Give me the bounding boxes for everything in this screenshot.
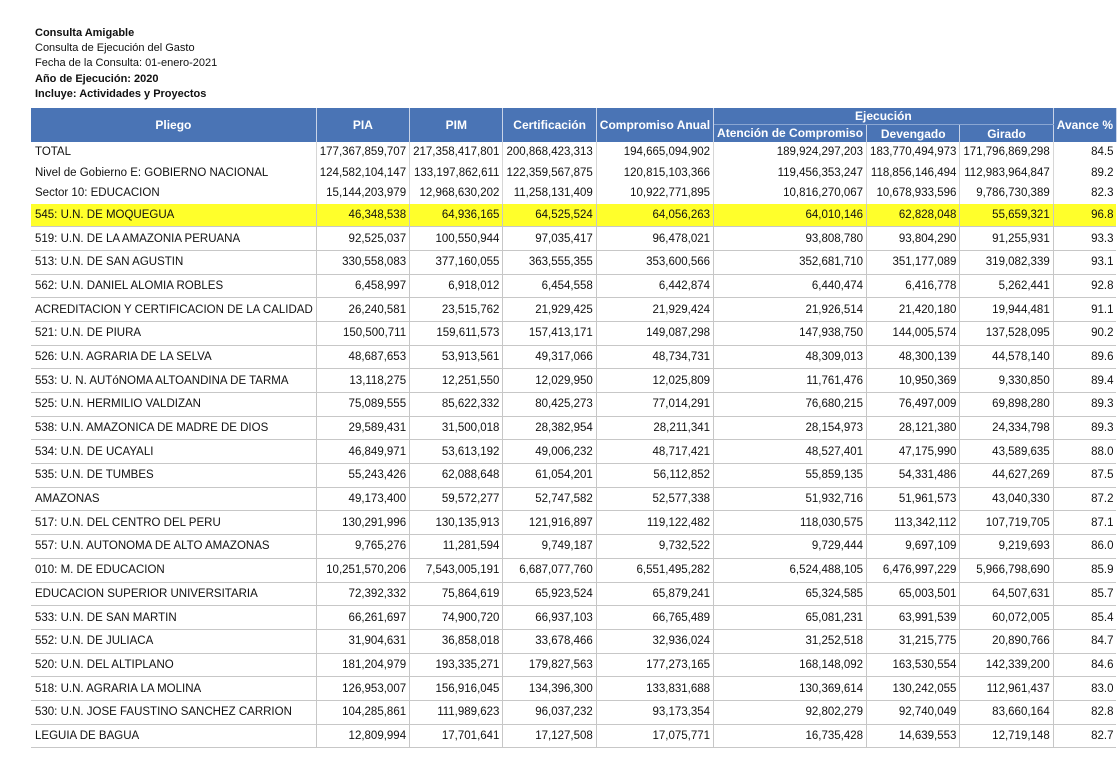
cell-pia: 126,953,007 [316, 677, 409, 701]
highlighted-row [31, 204, 1116, 227]
header-pliego: Pliego [31, 108, 316, 142]
cell-pim: 130,135,913 [410, 511, 503, 535]
cell-gir: 112,961,437 [960, 677, 1053, 701]
cell-name: 534: U.N. DE UCAYALI [31, 440, 316, 464]
cell-gir: 9,219,693 [960, 535, 1053, 559]
cell-dev: 47,175,990 [867, 440, 960, 464]
report-subtitle: Consulta de Ejecución del Gasto [35, 42, 195, 55]
cell-dev: 93,804,290 [867, 227, 960, 251]
cell-aten: 10,816,270,067 [714, 183, 867, 204]
cell-avance: 92.8 [1053, 274, 1116, 298]
cell-dev: 10,678,933,596 [867, 183, 960, 204]
cell-gir: 60,072,005 [960, 606, 1053, 630]
summary-row [31, 183, 1116, 204]
table-row [31, 464, 1116, 488]
cell-dev: 63,991,539 [867, 606, 960, 630]
cell-name: ACREDITACION Y CERTIFICACION DE LA CALIDAD [31, 298, 316, 322]
cell-comp: 119,122,482 [596, 511, 713, 535]
summary-rows [31, 142, 1116, 204]
budget-execution-table [31, 108, 1117, 748]
cell-name: EDUCACION SUPERIOR UNIVERSITARIA [31, 582, 316, 606]
cell-aten: 168,148,092 [714, 653, 867, 677]
cell-pim: 31,500,018 [410, 416, 503, 440]
cell-aten: 55,859,135 [714, 464, 867, 488]
cell-cert: 21,929,425 [503, 298, 596, 322]
cell-pia: 75,089,555 [316, 393, 409, 417]
cell-pia: 49,173,400 [316, 487, 409, 511]
cell-aten: 64,010,146 [714, 204, 867, 227]
cell-dev: 9,697,109 [867, 535, 960, 559]
cell-cert: 49,317,066 [503, 345, 596, 369]
header-atencion-label: Atención de Compromiso [717, 125, 864, 140]
cell-pim: 36,858,018 [410, 629, 503, 653]
cell-pim: 75,864,619 [410, 582, 503, 606]
table-row [31, 345, 1116, 369]
cell-pia: 6,458,997 [316, 274, 409, 298]
cell-cert: 33,678,466 [503, 629, 596, 653]
cell-avance: 91.1 [1053, 298, 1116, 322]
cell-dev: 130,242,055 [867, 677, 960, 701]
cell-name: 552: U.N. DE JULIACA [31, 629, 316, 653]
cell-aten: 31,252,518 [714, 629, 867, 653]
cell-name: 517: U.N. DEL CENTRO DEL PERU [31, 511, 316, 535]
cell-avance: 85.9 [1053, 558, 1116, 582]
cell-dev: 183,770,494,973 [867, 142, 960, 163]
cell-avance: 87.2 [1053, 487, 1116, 511]
cell-pia: 330,558,083 [316, 250, 409, 274]
header-atencion [714, 125, 867, 143]
cell-aten: 352,681,710 [714, 250, 867, 274]
cell-name: 520: U.N. DEL ALTIPLANO [31, 653, 316, 677]
cell-dev: 65,003,501 [867, 582, 960, 606]
cell-comp: 32,936,024 [596, 629, 713, 653]
cell-comp: 48,734,731 [596, 345, 713, 369]
cell-pia: 10,251,570,206 [316, 558, 409, 582]
cell-pim: 377,160,055 [410, 250, 503, 274]
cell-avance: 89.4 [1053, 369, 1116, 393]
cell-pia: 9,765,276 [316, 535, 409, 559]
table-row [31, 677, 1116, 701]
cell-pim: 133,197,862,611 [410, 163, 503, 184]
cell-comp: 10,922,771,895 [596, 183, 713, 204]
cell-pim: 53,613,192 [410, 440, 503, 464]
cell-cert: 97,035,417 [503, 227, 596, 251]
cell-avance: 93.3 [1053, 227, 1116, 251]
cell-name: 553: U. N. AUTóNOMA ALTOANDINA DE TARMA [31, 369, 316, 393]
cell-comp: 93,173,354 [596, 700, 713, 724]
table-row [31, 274, 1116, 298]
table-row [31, 440, 1116, 464]
header-avance: Avance % [1053, 108, 1116, 142]
table-row [31, 606, 1116, 630]
cell-pia: 29,589,431 [316, 416, 409, 440]
cell-cert: 200,868,423,313 [503, 142, 596, 163]
cell-gir: 319,082,339 [960, 250, 1053, 274]
cell-pia: 55,243,426 [316, 464, 409, 488]
cell-aten: 6,524,488,105 [714, 558, 867, 582]
header-devengado: Devengado [867, 125, 960, 143]
table-row [31, 535, 1116, 559]
cell-cert: 157,413,171 [503, 321, 596, 345]
table-row [31, 724, 1116, 748]
cell-cert: 121,916,897 [503, 511, 596, 535]
cell-pia: 31,904,631 [316, 629, 409, 653]
cell-dev: 76,497,009 [867, 393, 960, 417]
cell-cert: 64,525,524 [503, 204, 596, 227]
cell-gir: 43,589,635 [960, 440, 1053, 464]
cell-avance: 86.0 [1053, 535, 1116, 559]
cell-dev: 31,215,775 [867, 629, 960, 653]
cell-name: 557: U.N. AUTONOMA DE ALTO AMAZONAS [31, 535, 316, 559]
cell-pia: 181,204,979 [316, 653, 409, 677]
cell-comp: 6,551,495,282 [596, 558, 713, 582]
cell-pim: 111,989,623 [410, 700, 503, 724]
pliego-rows [31, 204, 1116, 748]
query-date: Fecha de la Consulta: 01-enero-2021 [35, 57, 218, 70]
summary-row [31, 142, 1116, 163]
cell-comp: 120,815,103,366 [596, 163, 713, 184]
cell-avance: 87.1 [1053, 511, 1116, 535]
cell-avance: 89.3 [1053, 416, 1116, 440]
cell-pia: 130,291,996 [316, 511, 409, 535]
cell-avance: 89.6 [1053, 345, 1116, 369]
cell-cert: 9,749,187 [503, 535, 596, 559]
table-row [31, 487, 1116, 511]
table-row [31, 298, 1116, 322]
cell-name: 525: U.N. HERMILIO VALDIZAN [31, 393, 316, 417]
cell-avance: 87.5 [1053, 464, 1116, 488]
cell-cert: 96,037,232 [503, 700, 596, 724]
cell-gir: 44,578,140 [960, 345, 1053, 369]
cell-name: 010: M. DE EDUCACION [31, 558, 316, 582]
cell-pim: 159,611,573 [410, 321, 503, 345]
cell-name: 562: U.N. DANIEL ALOMIA ROBLES [31, 274, 316, 298]
cell-name: LEGUIA DE BAGUA [31, 724, 316, 748]
cell-pia: 177,367,859,707 [316, 142, 409, 163]
cell-comp: 28,211,341 [596, 416, 713, 440]
cell-pim: 6,918,012 [410, 274, 503, 298]
cell-comp: 48,717,421 [596, 440, 713, 464]
cell-gir: 44,627,269 [960, 464, 1053, 488]
cell-avance: 90.2 [1053, 321, 1116, 345]
cell-pim: 85,622,332 [410, 393, 503, 417]
header-pia: PIA [316, 108, 409, 142]
cell-gir: 19,944,481 [960, 298, 1053, 322]
table-row [31, 393, 1116, 417]
cell-gir: 9,786,730,389 [960, 183, 1053, 204]
cell-avance: 89.2 [1091, 166, 1114, 179]
cell-cert: 65,923,524 [503, 582, 596, 606]
cell-avance: 84.7 [1053, 629, 1116, 653]
cell-avance: 82.3 [1091, 187, 1114, 200]
table-row [31, 369, 1116, 393]
cell-gir: 137,528,095 [960, 321, 1053, 345]
cell-aten: 48,527,401 [714, 440, 867, 464]
cell-name: 526: U.N. AGRARIA DE LA SELVA [31, 345, 316, 369]
cell-pim: 17,701,641 [410, 724, 503, 748]
cell-pim: 100,550,944 [410, 227, 503, 251]
cell-aten: 118,030,575 [714, 511, 867, 535]
cell-dev: 113,342,112 [867, 511, 960, 535]
header-ejecucion-label: Ejecución [855, 109, 912, 123]
cell-gir: 69,898,280 [960, 393, 1053, 417]
cell-avance: 84.6 [1053, 653, 1116, 677]
cell-dev: 62,828,048 [867, 204, 960, 227]
cell-name: 513: U.N. DE SAN AGUSTIN [31, 250, 316, 274]
cell-name: Nivel de Gobierno E: GOBIERNO NACIONAL [31, 163, 316, 184]
cell-comp: 9,732,522 [596, 535, 713, 559]
cell-pia: 92,525,037 [316, 227, 409, 251]
table-row [31, 653, 1116, 677]
cell-avance: 85.7 [1053, 582, 1116, 606]
cell-aten: 51,932,716 [714, 487, 867, 511]
cell-aten: 130,369,614 [714, 677, 867, 701]
cell-gir: 107,719,705 [960, 511, 1053, 535]
cell-dev: 48,300,139 [867, 345, 960, 369]
execution-year: Año de Ejecución: 2020 [35, 72, 159, 85]
cell-comp: 56,112,852 [596, 464, 713, 488]
cell-aten: 28,154,973 [714, 416, 867, 440]
cell-gir: 5,262,441 [960, 274, 1053, 298]
header-girado: Girado [960, 125, 1053, 143]
table-row [31, 250, 1116, 274]
cell-aten: 189,924,297,203 [714, 142, 867, 163]
cell-pia: 72,392,332 [316, 582, 409, 606]
cell-pim: 59,572,277 [410, 487, 503, 511]
cell-cert: 122,359,567,875 [503, 163, 596, 184]
table-row [31, 582, 1116, 606]
cell-gir: 24,334,798 [960, 416, 1053, 440]
cell-pim: 7,543,005,191 [410, 558, 503, 582]
cell-avance: 85.4 [1053, 606, 1116, 630]
cell-pim: 11,281,594 [410, 535, 503, 559]
cell-pim: 74,900,720 [410, 606, 503, 630]
cell-name: 519: U.N. DE LA AMAZONIA PERUANA [31, 227, 316, 251]
cell-dev: 351,177,089 [867, 250, 960, 274]
cell-avance: 83.0 [1053, 677, 1116, 701]
cell-dev: 6,476,997,229 [867, 558, 960, 582]
cell-dev: 54,331,486 [867, 464, 960, 488]
cell-gir: 12,719,148 [960, 724, 1053, 748]
cell-dev: 144,005,574 [867, 321, 960, 345]
cell-name: 521: U.N. DE PIURA [31, 321, 316, 345]
cell-dev: 118,856,146,494 [867, 163, 960, 184]
cell-gir: 55,659,321 [960, 204, 1053, 227]
cell-pim: 217,358,417,801 [410, 142, 503, 163]
cell-gir: 43,040,330 [960, 487, 1053, 511]
cell-pia: 150,500,711 [316, 321, 409, 345]
cell-avance: 84.5 [1091, 146, 1114, 159]
cell-aten: 92,802,279 [714, 700, 867, 724]
cell-aten: 11,761,476 [714, 369, 867, 393]
cell-cert: 61,054,201 [503, 464, 596, 488]
cell-comp: 77,014,291 [596, 393, 713, 417]
cell-avance: 89.3 [1053, 393, 1116, 417]
cell-name: AMAZONAS [31, 487, 316, 511]
table-row [31, 416, 1116, 440]
cell-dev: 10,950,369 [867, 369, 960, 393]
cell-pia: 104,285,861 [316, 700, 409, 724]
cell-dev: 51,961,573 [867, 487, 960, 511]
table-row [31, 227, 1116, 251]
cell-cert: 6,454,558 [503, 274, 596, 298]
cell-aten: 65,081,231 [714, 606, 867, 630]
table-row [31, 321, 1116, 345]
cell-comp: 149,087,298 [596, 321, 713, 345]
cell-name: 535: U.N. DE TUMBES [31, 464, 316, 488]
cell-pia: 48,687,653 [316, 345, 409, 369]
header-compromiso: Compromiso Anual [596, 108, 713, 142]
cell-comp: 133,831,688 [596, 677, 713, 701]
cell-dev: 92,740,049 [867, 700, 960, 724]
cell-name: 530: U.N. JOSE FAUSTINO SANCHEZ CARRION [31, 700, 316, 724]
table-header [31, 108, 1116, 142]
cell-dev: 163,530,554 [867, 653, 960, 677]
cell-pia: 26,240,581 [316, 298, 409, 322]
table-row [31, 511, 1116, 535]
cell-comp: 353,600,566 [596, 250, 713, 274]
cell-pim: 62,088,648 [410, 464, 503, 488]
cell-pia: 12,809,994 [316, 724, 409, 748]
cell-comp: 6,442,874 [596, 274, 713, 298]
cell-comp: 52,577,338 [596, 487, 713, 511]
cell-pia: 124,582,104,147 [316, 163, 409, 184]
cell-pia: 46,849,971 [316, 440, 409, 464]
cell-pim: 12,251,550 [410, 369, 503, 393]
cell-avance: 82.8 [1053, 700, 1116, 724]
cell-comp: 64,056,263 [596, 204, 713, 227]
cell-dev: 28,121,380 [867, 416, 960, 440]
cell-avance: 96.8 [1053, 204, 1116, 227]
cell-pia: 66,261,697 [316, 606, 409, 630]
cell-pim: 53,913,561 [410, 345, 503, 369]
cell-comp: 66,765,489 [596, 606, 713, 630]
cell-cert: 134,396,300 [503, 677, 596, 701]
cell-gir: 142,339,200 [960, 653, 1053, 677]
cell-comp: 21,929,424 [596, 298, 713, 322]
cell-aten: 93,808,780 [714, 227, 867, 251]
cell-comp: 17,075,771 [596, 724, 713, 748]
includes-note: Incluye: Actividades y Proyectos [35, 87, 207, 100]
cell-gir: 171,796,869,298 [960, 142, 1053, 163]
table-row [31, 558, 1116, 582]
header-certificacion: Certificación [503, 108, 596, 142]
cell-pia: 13,118,275 [316, 369, 409, 393]
cell-gir: 5,966,798,690 [960, 558, 1053, 582]
cell-pim: 64,936,165 [410, 204, 503, 227]
cell-cert: 12,029,950 [503, 369, 596, 393]
cell-name: 545: U.N. DE MOQUEGUA [31, 204, 316, 227]
cell-comp: 194,665,094,902 [596, 142, 713, 163]
cell-gir: 20,890,766 [960, 629, 1053, 653]
cell-gir: 91,255,931 [960, 227, 1053, 251]
cell-gir: 112,983,964,847 [960, 163, 1053, 184]
cell-comp: 65,879,241 [596, 582, 713, 606]
cell-aten: 21,926,514 [714, 298, 867, 322]
cell-aten: 65,324,585 [714, 582, 867, 606]
report-title: Consulta Amigable [35, 27, 135, 39]
cell-avance: 82.7 [1053, 724, 1116, 748]
cell-pim: 156,916,045 [410, 677, 503, 701]
cell-gir: 83,660,164 [960, 700, 1053, 724]
cell-cert: 17,127,508 [503, 724, 596, 748]
cell-name: 518: U.N. AGRARIA LA MOLINA [31, 677, 316, 701]
cell-dev: 6,416,778 [867, 274, 960, 298]
cell-aten: 6,440,474 [714, 274, 867, 298]
cell-pia: 15,144,203,979 [316, 183, 409, 204]
cell-cert: 11,258,131,409 [503, 183, 596, 204]
cell-cert: 28,382,954 [503, 416, 596, 440]
cell-aten: 76,680,215 [714, 393, 867, 417]
cell-comp: 177,273,165 [596, 653, 713, 677]
cell-pim: 12,968,630,202 [410, 183, 503, 204]
cell-aten: 147,938,750 [714, 321, 867, 345]
cell-pia: 46,348,538 [316, 204, 409, 227]
cell-cert: 52,747,582 [503, 487, 596, 511]
cell-aten: 16,735,428 [714, 724, 867, 748]
cell-cert: 179,827,563 [503, 653, 596, 677]
cell-avance: 88.0 [1053, 440, 1116, 464]
cell-name: 538: U.N. AMAZONICA DE MADRE DE DIOS [31, 416, 316, 440]
cell-aten: 48,309,013 [714, 345, 867, 369]
cell-cert: 6,687,077,760 [503, 558, 596, 582]
cell-name: TOTAL [31, 142, 316, 163]
cell-comp: 12,025,809 [596, 369, 713, 393]
cell-gir: 9,330,850 [960, 369, 1053, 393]
cell-pim: 193,335,271 [410, 653, 503, 677]
table-row [31, 629, 1116, 653]
header-pim: PIM [410, 108, 503, 142]
cell-avance: 93.1 [1053, 250, 1116, 274]
cell-dev: 21,420,180 [867, 298, 960, 322]
summary-row [31, 163, 1116, 184]
table-row [31, 700, 1116, 724]
report-header [35, 26, 217, 102]
header-ejecucion [714, 108, 1054, 125]
cell-cert: 363,555,355 [503, 250, 596, 274]
cell-aten: 9,729,444 [714, 535, 867, 559]
cell-dev: 14,639,553 [867, 724, 960, 748]
cell-aten: 119,456,353,247 [714, 163, 867, 184]
cell-cert: 66,937,103 [503, 606, 596, 630]
cell-gir: 64,507,631 [960, 582, 1053, 606]
cell-comp: 96,478,021 [596, 227, 713, 251]
cell-pim: 23,515,762 [410, 298, 503, 322]
cell-cert: 80,425,273 [503, 393, 596, 417]
cell-cert: 49,006,232 [503, 440, 596, 464]
cell-name: Sector 10: EDUCACION [31, 183, 316, 204]
cell-name: 533: U.N. DE SAN MARTIN [31, 606, 316, 630]
